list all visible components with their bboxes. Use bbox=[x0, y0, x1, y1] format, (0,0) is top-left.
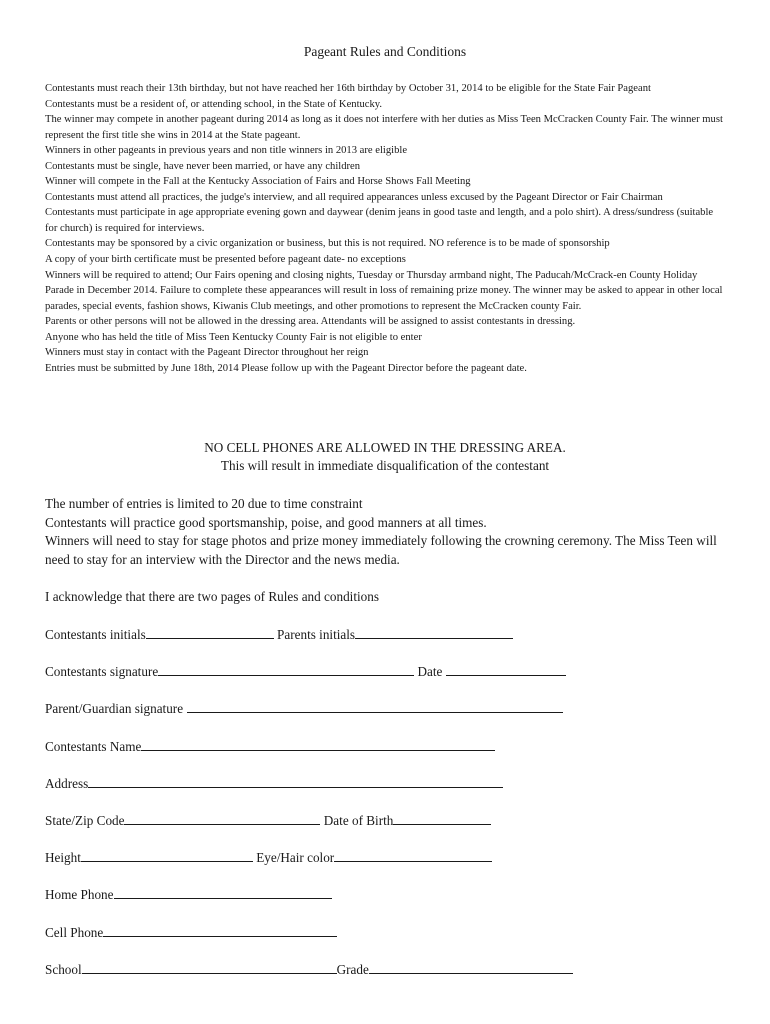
rule-item: Contestants must reach their 13th birthday, but not have reached her 16th birthday by October 31, 2014 to be eligible for the State Fair Pageant bbox=[45, 83, 651, 94]
height-field[interactable] bbox=[81, 848, 253, 862]
rule-item: Winners must stay in contact with the Pageant Director throughout her reign bbox=[45, 347, 369, 359]
rule-item: Winner will compete in the Fall at the Kentucky Association of Fairs and Horse Shows Fall Meeting bbox=[45, 176, 471, 188]
entry-form bbox=[45, 625, 735, 997]
contestant-signature-field[interactable] bbox=[158, 662, 414, 676]
date-label: Date bbox=[417, 664, 443, 680]
home-phone-label: Home Phone bbox=[45, 887, 114, 903]
warning-line: NO CELL PHONES ARE ALLOWED IN THE DRESSING AREA. bbox=[204, 440, 566, 455]
acknowledgement-text: I acknowledge that there are two pages of Rules and conditions bbox=[45, 589, 379, 604]
note-item: Winners will need to stay for stage photos and prize money immediately following the crowning ceremony. The Miss Teen will need to stay for an interview with the Director and the news media. bbox=[45, 533, 717, 567]
form-row-school bbox=[45, 960, 735, 997]
notes-section bbox=[45, 495, 735, 569]
rule-item: Anyone who has held the title of Miss Teen Kentucky County Fair is not eligible to enter bbox=[45, 331, 422, 343]
contestant-signature-label: Contestants signature bbox=[45, 664, 159, 680]
contestant-initials-field[interactable] bbox=[146, 625, 274, 639]
height-label: Height bbox=[45, 850, 81, 866]
home-phone-field[interactable] bbox=[114, 885, 332, 899]
date-of-birth-field[interactable] bbox=[393, 811, 491, 825]
cell-phone-warning bbox=[0, 439, 770, 475]
eye-hair-color-field[interactable] bbox=[334, 848, 492, 862]
parent-initials-label: Parents initials bbox=[277, 627, 356, 642]
form-row-address bbox=[45, 774, 735, 811]
form-row-initials bbox=[45, 625, 735, 662]
rule-item: The winner may compete in another pageant during 2014 as long as it does not interfere with her duties as Miss Teen McCracken County Fair. The winner must represent the first title she wins in 2014 at the State pageant. bbox=[45, 114, 723, 141]
address-label: Address bbox=[45, 775, 89, 791]
grade-label: Grade bbox=[336, 961, 369, 977]
page-title: Pageant Rules and Conditions bbox=[303, 44, 467, 59]
cell-phone-field[interactable] bbox=[103, 923, 337, 937]
rule-item: A copy of your birth certificate must be presented before pageant date- no exceptions bbox=[45, 254, 406, 266]
note-item: The number of entries is limited to 20 due to time constraint bbox=[45, 496, 363, 511]
school-field[interactable] bbox=[82, 960, 337, 974]
date-field[interactable] bbox=[446, 662, 566, 676]
guardian-signature-field[interactable] bbox=[187, 699, 563, 713]
state-zip-field[interactable] bbox=[124, 811, 320, 825]
rule-item: Contestants must be single, have never been married, or have any children bbox=[45, 160, 361, 172]
guardian-signature-label: Parent/Guardian signature bbox=[45, 701, 184, 717]
rule-item: Contestants must attend all practices, the judge's interview, and all required appearances unless excused by the Pageant Director or Fair Chairman bbox=[45, 191, 663, 203]
contestant-name-field[interactable] bbox=[141, 737, 495, 751]
note-item: Contestants will practice good sportsmanship, poise, and good manners at all times. bbox=[45, 514, 487, 530]
contestant-initials-label: Contestants initials bbox=[45, 627, 146, 642]
form-row-guardian bbox=[45, 699, 735, 736]
parent-initials-field[interactable] bbox=[355, 625, 513, 639]
rule-item: Parents or other persons will not be allowed in the dressing area. Attendants will be assigned to assist contestants in dressing. bbox=[45, 316, 576, 328]
cell-phone-label: Cell Phone bbox=[45, 924, 104, 940]
date-of-birth-label: Date of Birth bbox=[323, 812, 394, 828]
grade-field[interactable] bbox=[369, 960, 573, 974]
eye-hair-color-label: Eye/Hair color bbox=[256, 850, 335, 866]
rule-item: Winners in other pageants in previous years and non title winners in 2013 are eligible bbox=[45, 145, 408, 157]
rule-item: Contestants may be sponsored by a civic organization or business, but this is not required. NO reference is to be made of sponsorship bbox=[45, 238, 610, 250]
contestant-name-label: Contestants Name bbox=[45, 738, 142, 754]
state-zip-label: State/Zip Code bbox=[45, 812, 125, 828]
school-label: School bbox=[45, 961, 82, 977]
form-row-name bbox=[45, 737, 735, 774]
rule-item: Contestants must participate in age appropriate evening gown and daywear (denim jeans in good taste and length, and a polo shirt). A dress/sundress (suitable for church) is required for interviews. bbox=[45, 207, 714, 234]
rules-list bbox=[45, 81, 725, 376]
rule-item: Contestants must be a resident of, or attending school, in the State of Kentucky. bbox=[45, 98, 383, 110]
form-row-cell-phone bbox=[45, 923, 735, 960]
warning-line: This will result in immediate disqualification of the contestant bbox=[220, 458, 550, 473]
rule-item: Entries must be submitted by June 18th, 2014 Please follow up with the Pageant Director before the pageant date. bbox=[45, 362, 527, 374]
form-row-height bbox=[45, 848, 735, 885]
form-row-home-phone bbox=[45, 885, 735, 922]
form-row-state-zip bbox=[45, 811, 735, 848]
address-field[interactable] bbox=[88, 774, 503, 788]
form-row-signature bbox=[45, 662, 735, 699]
rule-item: Winners will be required to attend; Our Fairs opening and closing nights, Tuesday or Thursday armband night, The Paducah/McCrack-en County Holiday Parade in December 2014. Failure to complete these appearances will result in loss of remaining prize money. The winner may be asked to appear in other local parades, special events, fashion shows, Kiwanis Club meetings, and other promotions to represent the McCracken county Fair. bbox=[45, 269, 723, 312]
